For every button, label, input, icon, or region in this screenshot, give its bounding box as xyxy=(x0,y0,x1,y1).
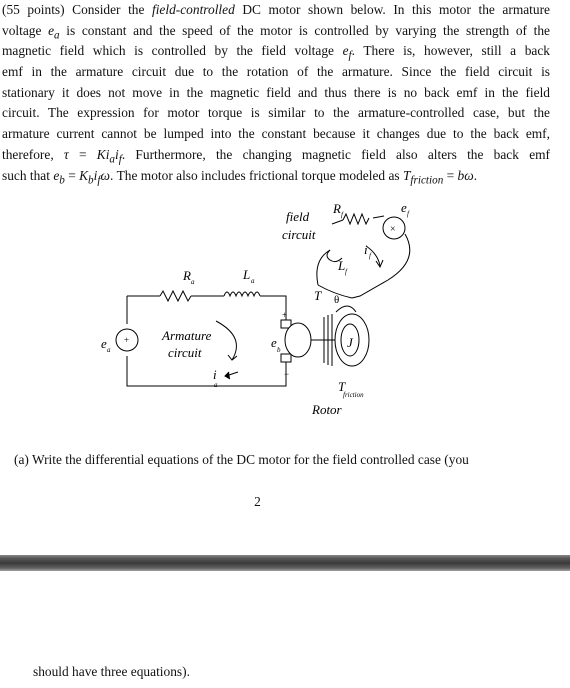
ef-sub: f xyxy=(407,210,409,218)
problem-line-1: (55 points) Consider the field-controlled DC motor shown below. In this motor the armature xyxy=(2,2,550,17)
resistor-rf xyxy=(343,214,369,224)
ia-sub: a xyxy=(214,381,218,389)
tfriction-label: T xyxy=(338,379,346,394)
problem-line-5: stationary it does not move in the magnetic field and thus there is no back emf in the field xyxy=(2,84,550,100)
ea-plus-sign: + xyxy=(124,335,130,345)
eb-plus-sign: + xyxy=(282,310,288,320)
ra-label: R xyxy=(183,268,191,283)
problem-line-4: emf in the armature circuit due to the rotation of the armature. Since the field circuit is xyxy=(2,64,550,80)
eb-minus-sign: − xyxy=(284,369,290,379)
ea-sub: a xyxy=(107,346,111,354)
rf-sub: f xyxy=(341,211,343,219)
if-label: i xyxy=(364,242,368,257)
lf-sub: f xyxy=(345,268,347,276)
problem-line-8: therefore, $\tau = Ki_ai_f$. Furthermore, the changing magnetic field also alters the back emf xyxy=(2,146,551,166)
field-label-2: circuit xyxy=(282,227,316,242)
problem-line-9: such that $e_b = K_bi_f\omega$. The motor also includes frictional torque modeled as $T_{friction} = b\omega$. xyxy=(2,167,478,187)
inertia-label: J xyxy=(347,335,353,350)
problem-statement xyxy=(2,0,550,186)
page-separator xyxy=(0,555,570,571)
armature-label-2: circuit xyxy=(168,345,202,360)
eb-label: e xyxy=(271,335,277,350)
ef-label: e xyxy=(401,200,407,215)
theta-label: θ xyxy=(334,294,340,306)
problem-line-2: voltage $e_a$ is constant and the speed of the motor is controlled by varying the strength of the xyxy=(2,22,550,42)
ef-source-symbol: × xyxy=(390,224,396,235)
part-a-continuation: should have three equations). xyxy=(33,664,190,679)
resistor-ra xyxy=(160,291,191,301)
ra-sub: a xyxy=(191,278,195,286)
torque-label: T xyxy=(314,288,322,303)
armature-label-1: Armature xyxy=(162,328,212,343)
ia-label: i xyxy=(213,367,217,382)
eb-sub: b xyxy=(277,346,281,354)
motor-diagram xyxy=(0,190,570,430)
problem-line-7: armature current cannot be lumped into the constant because it changes due to the back emf, xyxy=(2,126,550,142)
tfriction-sub: friction xyxy=(343,391,364,399)
if-sub: f xyxy=(369,252,371,260)
page-lower xyxy=(0,571,570,688)
page-number: 2 xyxy=(254,494,261,509)
problem-line-3: magnetic field which is controlled by the field voltage $e_f$. There is, however, still a back xyxy=(2,43,550,63)
lf-label: L xyxy=(338,258,346,273)
la-label: L xyxy=(243,267,251,282)
problem-line-6: circuit. The expression for motor torque is similar to the armature-controlled case, but the xyxy=(2,105,550,121)
rf-label: R xyxy=(333,201,341,216)
field-label-1: field xyxy=(286,209,310,224)
la-sub: a xyxy=(251,277,255,285)
ea-label: e xyxy=(101,336,107,351)
part-a-question: (a) Write the differential equations of the DC motor for the field controlled case (you xyxy=(14,452,469,467)
rotor-label: Rotor xyxy=(312,402,342,417)
inductor-la xyxy=(224,292,260,296)
